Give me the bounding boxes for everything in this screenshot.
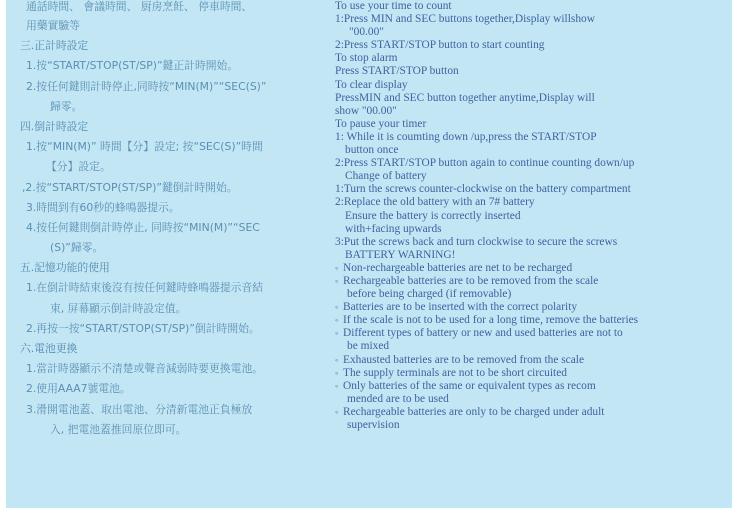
text-line: 1.按“START/STOP(ST/SP)”鍵正計時開始。 [26,59,239,73]
text-line: 2:Press START/STOP button again to continue counting down/up [335,157,635,170]
text-line: 2.按任何鍵則計時停止,同時按“MIN(M)”“SEC(S)” [26,79,267,93]
section-heading: Change of battery [345,170,427,183]
section-heading: 五.記憶功能的使用 [20,261,110,275]
section-heading: To use your time to count [335,0,452,12]
manual-page [6,0,732,508]
section-heading: To stop alarm [335,52,398,65]
text-line: 歸零。 [50,99,83,113]
chinese-instructions-column [20,0,330,440]
text-line: Press START/STOP button [335,65,459,78]
text-line: 2:Press START/STOP button to start counting [335,39,545,52]
text-line: Ensure the battery is correctly inserted [345,209,521,222]
text-line: 1.當計時器顯示不清楚或聲音減弱時要更換電池。 [26,362,264,376]
text-line: with+facing upwards [345,222,442,235]
bullet-item: ◦ Only batteries of the same or equivalent types as recom [335,380,730,393]
section-heading: 六.電池更換 [20,342,78,355]
text-line: 1.在倒計時結束後沒有按任何鍵時蜂鳴器提示音結 [26,281,264,295]
text-line: 2.使用AAA7號電池。 [26,382,131,396]
text-line: 4.按任何鍵則倒計時停止, 同時按“MIN(M)”“SEC [26,220,260,234]
text-line: ,2.按“START/STOP(ST/SP)”鍵倒計時開始。 [22,180,238,194]
text-line: 2:Replace the old battery with an 7# battery [335,196,535,209]
section-heading: To pause your timer [335,117,427,130]
bullet-item: ◦ Rechargeable batteries are only to be charged under adult [335,406,730,419]
bullet-item: ◦ Batteries are to be inserted with the correct polarity [335,301,730,314]
text-line: 3.滑開電池蓋、取出電池、分清新電池正負極放 [26,402,253,416]
text-line: 3:Put the screws back and turn clockwise to secure the screws [335,235,618,248]
warning-heading: BATTERY WARNING! [345,248,456,261]
text-line: 1:Turn the screws counter-clockwise on the battery compartment [335,183,631,196]
text-line: 1:Press MIN and SEC buttons together,Display willshow [335,13,595,26]
bullet-item: ◦ If the scale is not to be used for a long time, remove the batteries [335,314,730,327]
bullet-item: ◦ Non-rechargeable batteries are net to be recharged [335,262,730,275]
section-heading: To clear display [335,78,408,91]
bullet-continuation: supervision [347,419,400,431]
text-line: 束, 屏幕顯示倒計時設定值。 [50,301,187,315]
text-line: PressMIN and SEC button together anytime,Display will [335,91,595,104]
bullet-continuation: mended are to be used [347,392,449,405]
bullet-item: ◦ Exhausted batteries are to be removed from the scale [335,354,730,367]
text-line: 2.再按一按“START/STOP(ST/SP)”倒計時開始。 [26,321,260,335]
bullet-item: ◦ Rechargeable batteries are to be removed from the scale [335,275,730,288]
text-line: show "00.00" [335,104,397,117]
text-line: 【分】設定。 [46,160,111,174]
english-instructions-column [335,0,730,432]
bullet-continuation: be mixed [347,340,390,353]
section-heading: 三.正計時設定 [20,39,89,53]
text-line: button once [345,144,399,157]
text-line: 1.按“MIN(M)” 時間【分】設定; 按“SEC(S)”時間 [26,140,263,154]
bullet-continuation: before being charged (if removable) [347,288,512,301]
text-line: 1: While it is coumting down /up,press the START/STOP [335,130,597,143]
text-line: "00.00" [349,26,384,39]
text-line: 通話時間、 會議時間、 厨房烹飪、 停車時間、 [26,0,253,13]
text-line: 用藥實驗等 [26,19,80,32]
text-line: (S)”歸零。 [50,241,104,255]
bullet-item: ◦ Different types of battery or new and used batteries are not to [335,327,730,340]
text-line: 入, 把電池蓋推回原位即可。 [50,422,187,436]
text-line: 3.時間到有60秒的蜂鳴器提示。 [26,200,180,214]
bullet-item: ◦ The supply terminals are not to be short circuited [335,367,730,380]
section-heading: 四.倒計時設定 [20,119,89,133]
